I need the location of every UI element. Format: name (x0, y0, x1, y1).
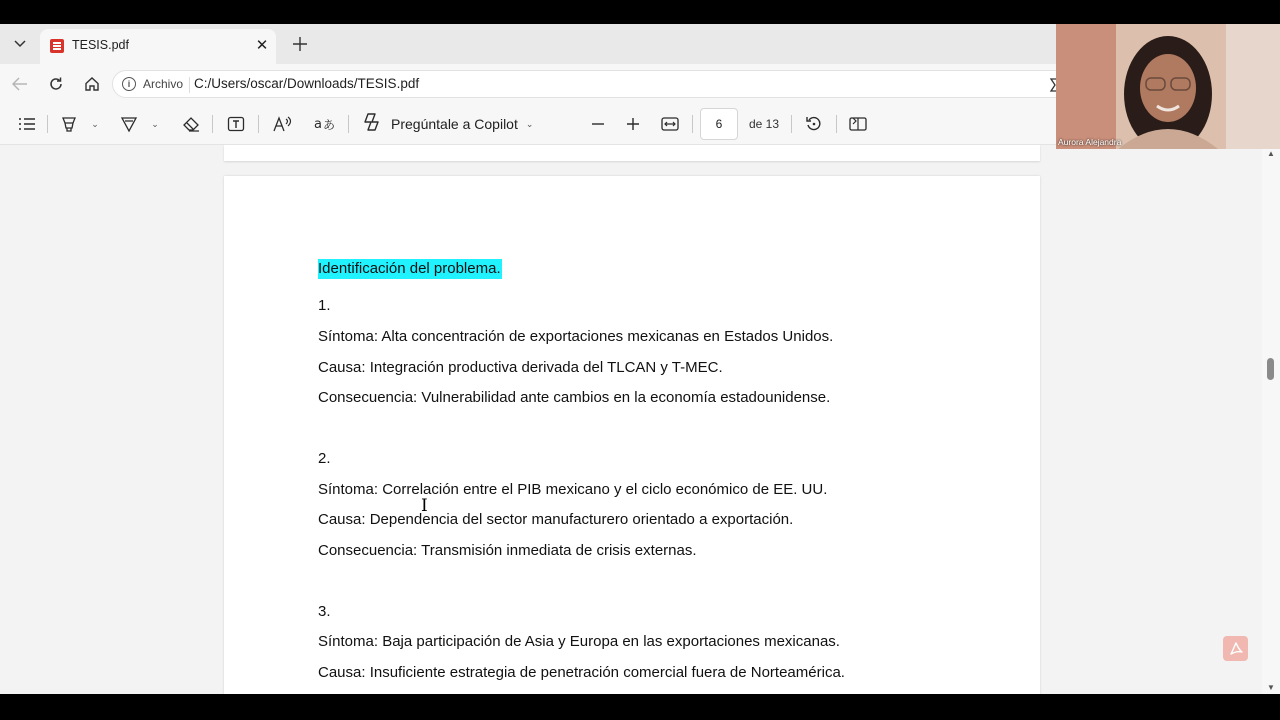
page-number-input[interactable]: 6 (700, 108, 738, 140)
toolbar-divider (258, 115, 259, 133)
new-tab-icon[interactable] (288, 32, 312, 56)
toolbar-divider (348, 115, 349, 133)
info-icon[interactable]: i (122, 77, 136, 91)
ask-copilot-label: Pregúntale a Copilot (391, 116, 518, 132)
pdf-viewport[interactable] (0, 145, 1262, 694)
scroll-up-icon[interactable]: ▲ (1267, 149, 1275, 158)
text-line: Causa: Dependencia del sector manufacturero orientado a exportación. (318, 511, 794, 528)
draw-icon[interactable] (119, 113, 139, 135)
address-url[interactable]: C:/Users/oscar/Downloads/TESIS.pdf (194, 76, 420, 91)
acrobat-icon[interactable] (1223, 636, 1248, 661)
toolbar-divider (212, 115, 213, 133)
read-aloud-icon[interactable] (271, 113, 293, 135)
page-view-icon[interactable] (848, 113, 868, 135)
highlight-options-chevron-icon[interactable]: ⌄ (91, 118, 99, 129)
text-line: Causa: Integración productiva derivada del TLCAN y T-MEC. (318, 359, 723, 376)
fit-width-icon[interactable] (660, 113, 680, 135)
refresh-icon[interactable] (44, 72, 68, 96)
text-line: Consecuencia: Vulnerabilidad ante cambios en la economía estadounidense. (318, 389, 831, 406)
toolbar-divider (836, 115, 837, 133)
back-arrow-icon[interactable] (8, 72, 32, 96)
translate-icon[interactable] (314, 113, 336, 135)
svg-text:a: a (314, 117, 322, 132)
text-cursor-icon: I (421, 496, 428, 516)
add-text-icon[interactable] (226, 113, 246, 135)
previous-page (224, 145, 1040, 161)
text-line: Consecuencia: Transmisión inmediata de crisis externas. (318, 542, 697, 559)
home-icon[interactable] (80, 72, 104, 96)
tab-title: TESIS.pdf (72, 38, 129, 52)
rotate-icon[interactable] (804, 113, 824, 135)
contents-list-icon[interactable] (16, 113, 38, 135)
draw-options-chevron-icon[interactable]: ⌄ (151, 118, 159, 129)
pdf-page[interactable] (224, 176, 1040, 694)
toolbar-divider (47, 115, 48, 133)
text-line: 2. (318, 450, 331, 467)
text-line: 1. (318, 297, 331, 314)
vertical-scrollbar[interactable] (1262, 145, 1280, 694)
webcam-feed-image (1056, 24, 1280, 149)
scroll-down-icon[interactable]: ▼ (1267, 683, 1275, 692)
zoom-in-icon[interactable] (625, 113, 641, 135)
text-line: 3. (318, 603, 331, 620)
text-line: Causa: Insuficiente estrategia de penetración comercial fuera de Norteamérica. (318, 664, 845, 681)
toolbar-divider (692, 115, 693, 133)
address-bar[interactable] (112, 70, 1072, 98)
copilot-chevron-icon: ⌄ (525, 118, 534, 129)
toolbar-divider (791, 115, 792, 133)
text-line: Síntoma: Correlación entre el PIB mexicano y el ciclo económico de EE. UU. (318, 481, 828, 498)
highlighted-heading: Identificación del problema. (318, 260, 501, 277)
ask-copilot-button[interactable] (362, 112, 533, 136)
eraser-icon[interactable] (181, 113, 201, 135)
webcam-video (1056, 24, 1280, 149)
address-scheme-label: Archivo (143, 77, 184, 91)
close-tab-icon[interactable]: ✕ (255, 37, 269, 54)
svg-text:あ: あ (323, 118, 336, 132)
highlight-icon[interactable] (59, 113, 79, 135)
participant-name: Aurora Alejandra (1058, 137, 1122, 147)
pdf-file-icon (50, 39, 64, 53)
text-line: Síntoma: Baja participación de Asia y Europa en las exportaciones mexicanas. (318, 633, 840, 650)
address-separator (189, 77, 190, 93)
tab-list-chevron-icon[interactable] (8, 32, 32, 56)
page-total-label: de 13 (749, 117, 780, 131)
tab-tesis[interactable] (40, 29, 276, 64)
copilot-icon (362, 112, 382, 137)
section-heading (318, 260, 502, 277)
scrollbar-thumb[interactable] (1267, 358, 1274, 380)
text-line: Síntoma: Alta concentración de exportaciones mexicanas en Estados Unidos. (318, 328, 834, 345)
zoom-out-icon[interactable] (590, 113, 606, 135)
